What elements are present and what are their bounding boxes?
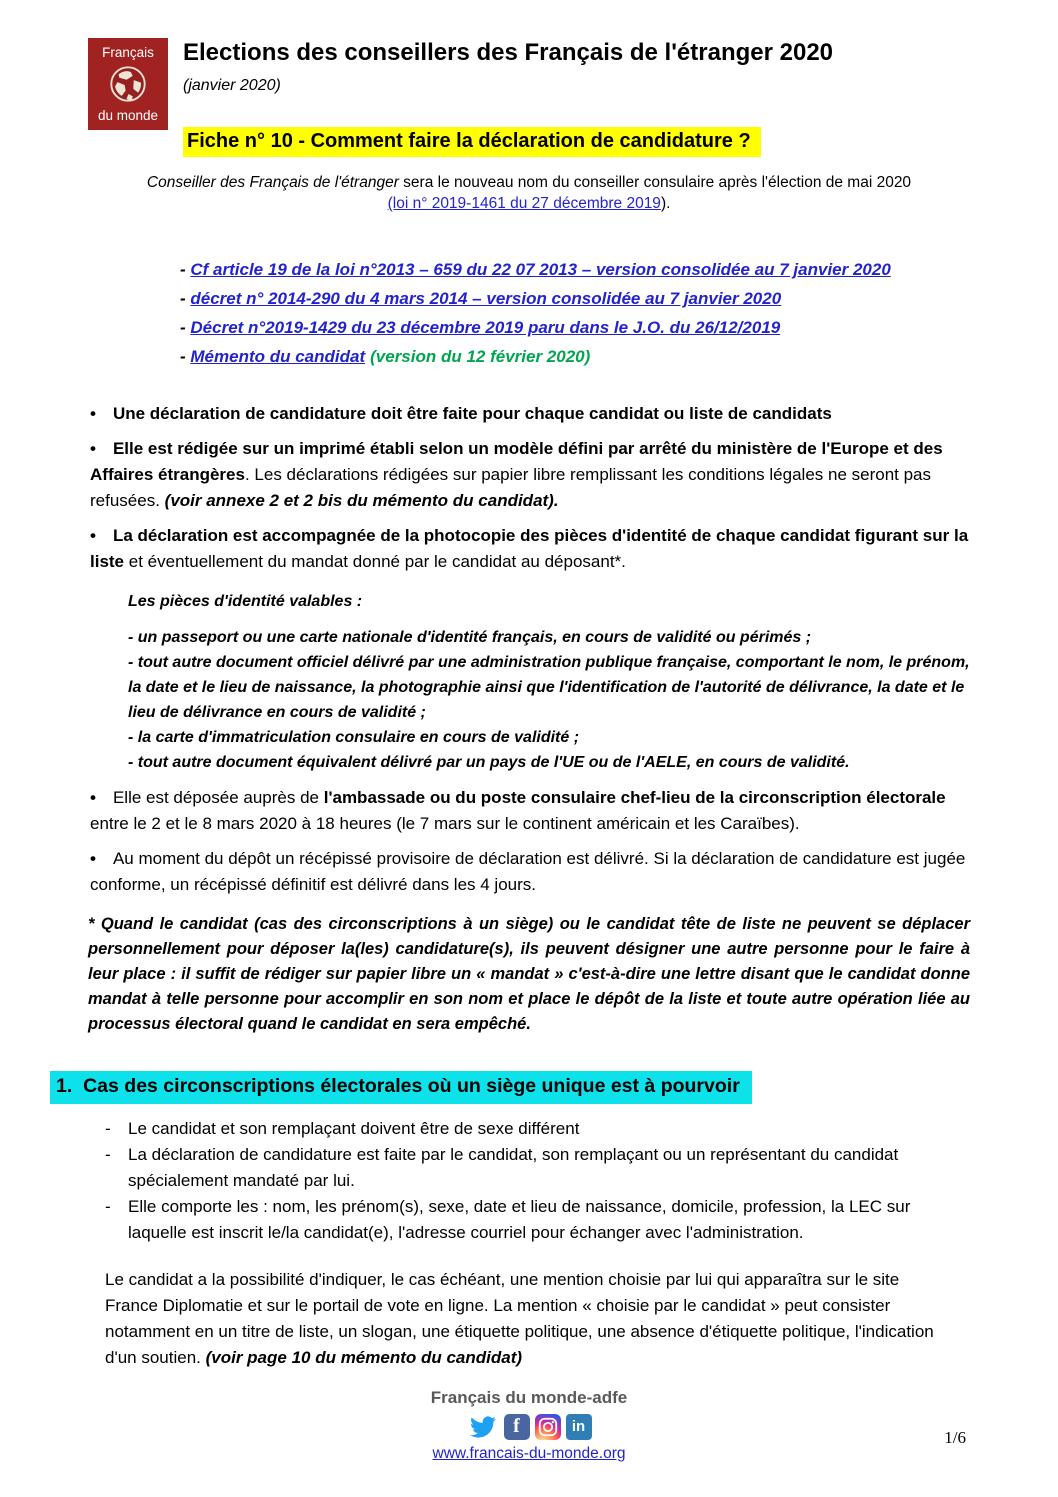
social-icons-row <box>0 1413 1058 1441</box>
logo-text-top: Français <box>102 45 154 60</box>
bullet-text: Une déclaration de candidature doit être faite pour chaque candidat ou liste de candidats <box>112 404 832 423</box>
list-item: - Le candidat et son remplaçant doivent être de sexe différent <box>105 1116 948 1142</box>
id-doc-item: - la carte d'immatriculation consulaire en cours de validité ; <box>128 729 580 746</box>
id-docs-list <box>128 625 980 775</box>
reference-link-line <box>180 313 968 342</box>
id-doc-item: - tout autre document officiel délivré par une administration publique française, comportant le nom, le prénom, la date et le lieu de naissance, la photographie ainsi que l'identification de l'autorité de délivrance, la date et le lieu de délivrance en cours de validité ; <box>128 654 970 721</box>
twitter-icon[interactable] <box>467 1414 499 1440</box>
intro-paragraph <box>0 172 1058 214</box>
bullet-text: entre le 2 et le 8 mars 2020 à 18 heures (le 7 mars sur le continent américain et les Caraïbes). <box>90 814 800 833</box>
memento-version-note: (version du 12 février 2020) <box>370 347 591 366</box>
bullet-text: Elle est déposée auprès de <box>112 788 324 807</box>
memento-link[interactable]: Mémento du candidat <box>190 347 366 366</box>
main-bullets <box>90 401 980 898</box>
intro-text: sera le nouveau nom du conseiller consulaire après l'élection de mai 2020 <box>398 174 912 191</box>
law-link[interactable]: (loi n° 2019-1461 du 27 décembre 2019 <box>387 195 661 212</box>
article-19-link[interactable]: Cf article 19 de la loi n°2013 – 659 du 22 07 2013 – version consolidée au 7 janvier 2020 <box>190 260 891 279</box>
decret-2014-link[interactable]: décret n° 2014-290 du 4 mars 2014 – version consolidée au 7 janvier 2020 <box>190 289 782 308</box>
mandate-footnote: * Quand le candidat (cas des circonscriptions à un siège) ou le candidat tête de liste ne peuvent se déplacer personnellement pour déposer la(les) candidature(s), ils peuvent désigner une autre personne pour le faire à leur place : il suffit de rédiger sur papier libre un « mandat » c'est-à-dire une lettre disant que le candidat donne mandat à telle personne pour accomplir en son nom et place le dépôt de la liste et toute autre opération liée au processus électoral quand le candidat en sera empêché. <box>88 915 970 1033</box>
header-text <box>183 38 833 95</box>
footer <box>0 1388 1058 1463</box>
section1-heading: 1. Cas des circonscriptions électorales où un siège unique est à pourvoir <box>50 1071 752 1104</box>
facebook-icon[interactable]: f <box>504 1414 530 1440</box>
reference-links <box>180 255 968 371</box>
francais-du-monde-logo <box>88 38 168 130</box>
reference-link-line <box>180 284 968 313</box>
document-title: Elections des conseillers des Français de l'étranger 2020 <box>183 39 834 66</box>
intro-tail: ). <box>660 195 671 212</box>
page-number: 1/6 <box>944 1428 966 1447</box>
document-date: (janvier 2020) <box>183 77 281 94</box>
fiche-heading: Fiche n° 10 - Comment faire la déclaration de candidature ? <box>183 127 761 157</box>
bullet-imprime <box>90 436 980 514</box>
website-link[interactable]: www.francais-du-monde.org <box>432 1445 626 1462</box>
bullet-declaration <box>90 401 980 427</box>
bullet-text: Au moment du dépôt un récépissé provisoire de déclaration est délivré. Si la déclaration de candidature est jugée conforme, un récépissé définitif est délivré dans les 4 jours. <box>90 849 966 894</box>
bullet-bold-text: La déclaration est accompagnée de la photocopie des pièces d'identité de chaque candidat figurant sur la liste <box>90 526 969 571</box>
reference-link-line <box>180 342 968 371</box>
paragraph-text: Le candidat a la possibilité d'indiquer, le cas échéant, une mention choisie par lui qui apparaîtra sur le site France Diplomatie et sur le portail de vote en ligne. La mention « choisie par le candidat » peut consister notamment en un titre de liste, un slogan, une étiquette politique, une absence d'étiquette politique, l'indication d'un soutien. <box>105 1270 934 1367</box>
intro-lead: Conseiller des Français de l'étranger <box>146 174 399 191</box>
decret-2019-link[interactable]: Décret n°2019-1429 du 23 décembre 2019 paru dans le J.O. du 26/12/2019 <box>190 318 781 337</box>
bullet-text: et éventuellement du mandat donné par le candidat au déposant*. <box>124 552 626 571</box>
bullet-photocopie <box>90 523 980 575</box>
paragraph-note: (voir page 10 du mémento du candidat) <box>205 1348 523 1367</box>
id-docs-title: Les pièces d'identité valables : <box>128 593 363 610</box>
bullet-text: . Les déclarations rédigées sur papier libre remplissant les conditions légales ne seront pas refusées. <box>90 465 932 510</box>
bullet-note: (voir annexe 2 et 2 bis du mémento du candidat). <box>164 491 559 510</box>
list-item: - La déclaration de candidature est faite par le candidat, son remplaçant ou un représentant du candidat spécialement mandaté par lui. <box>105 1142 948 1194</box>
globe-icon <box>107 63 149 105</box>
id-doc-item: - un passeport ou une carte nationale d'identité français, en cours de validité ou périmés ; <box>128 629 812 646</box>
section1-list <box>105 1116 948 1246</box>
id-doc-item: - tout autre document équivalent délivré par un pays de l'UE ou de l'AELE, en cours de validité. <box>128 754 850 771</box>
bullet-bold-text: Elle est rédigée sur un imprimé établi selon un modèle défini par arrêté du ministère de l'Europe et des Affaires étrangères <box>90 439 943 484</box>
list-item: - Elle comporte les : nom, les prénom(s), sexe, date et lieu de naissance, domicile, profession, la LEC sur laquelle est inscrit le/la candidat(e), l'adresse courriel pour échanger avec l'administration. <box>105 1194 948 1246</box>
section1-paragraph <box>105 1267 943 1371</box>
bullet-bold-text: l'ambassade ou du poste consulaire chef-lieu de la circonscription électorale <box>323 788 946 807</box>
logo-text-bottom: du monde <box>97 108 159 123</box>
instagram-icon[interactable] <box>535 1414 561 1440</box>
header <box>0 0 1058 130</box>
footer-org-name: Français du monde-adfe <box>430 1388 628 1407</box>
bullet-recepisse <box>90 846 980 898</box>
reference-link-line <box>180 255 968 284</box>
bullet-depot <box>90 785 980 837</box>
linkedin-icon[interactable]: in <box>566 1414 592 1440</box>
footer-website <box>0 1445 1058 1463</box>
